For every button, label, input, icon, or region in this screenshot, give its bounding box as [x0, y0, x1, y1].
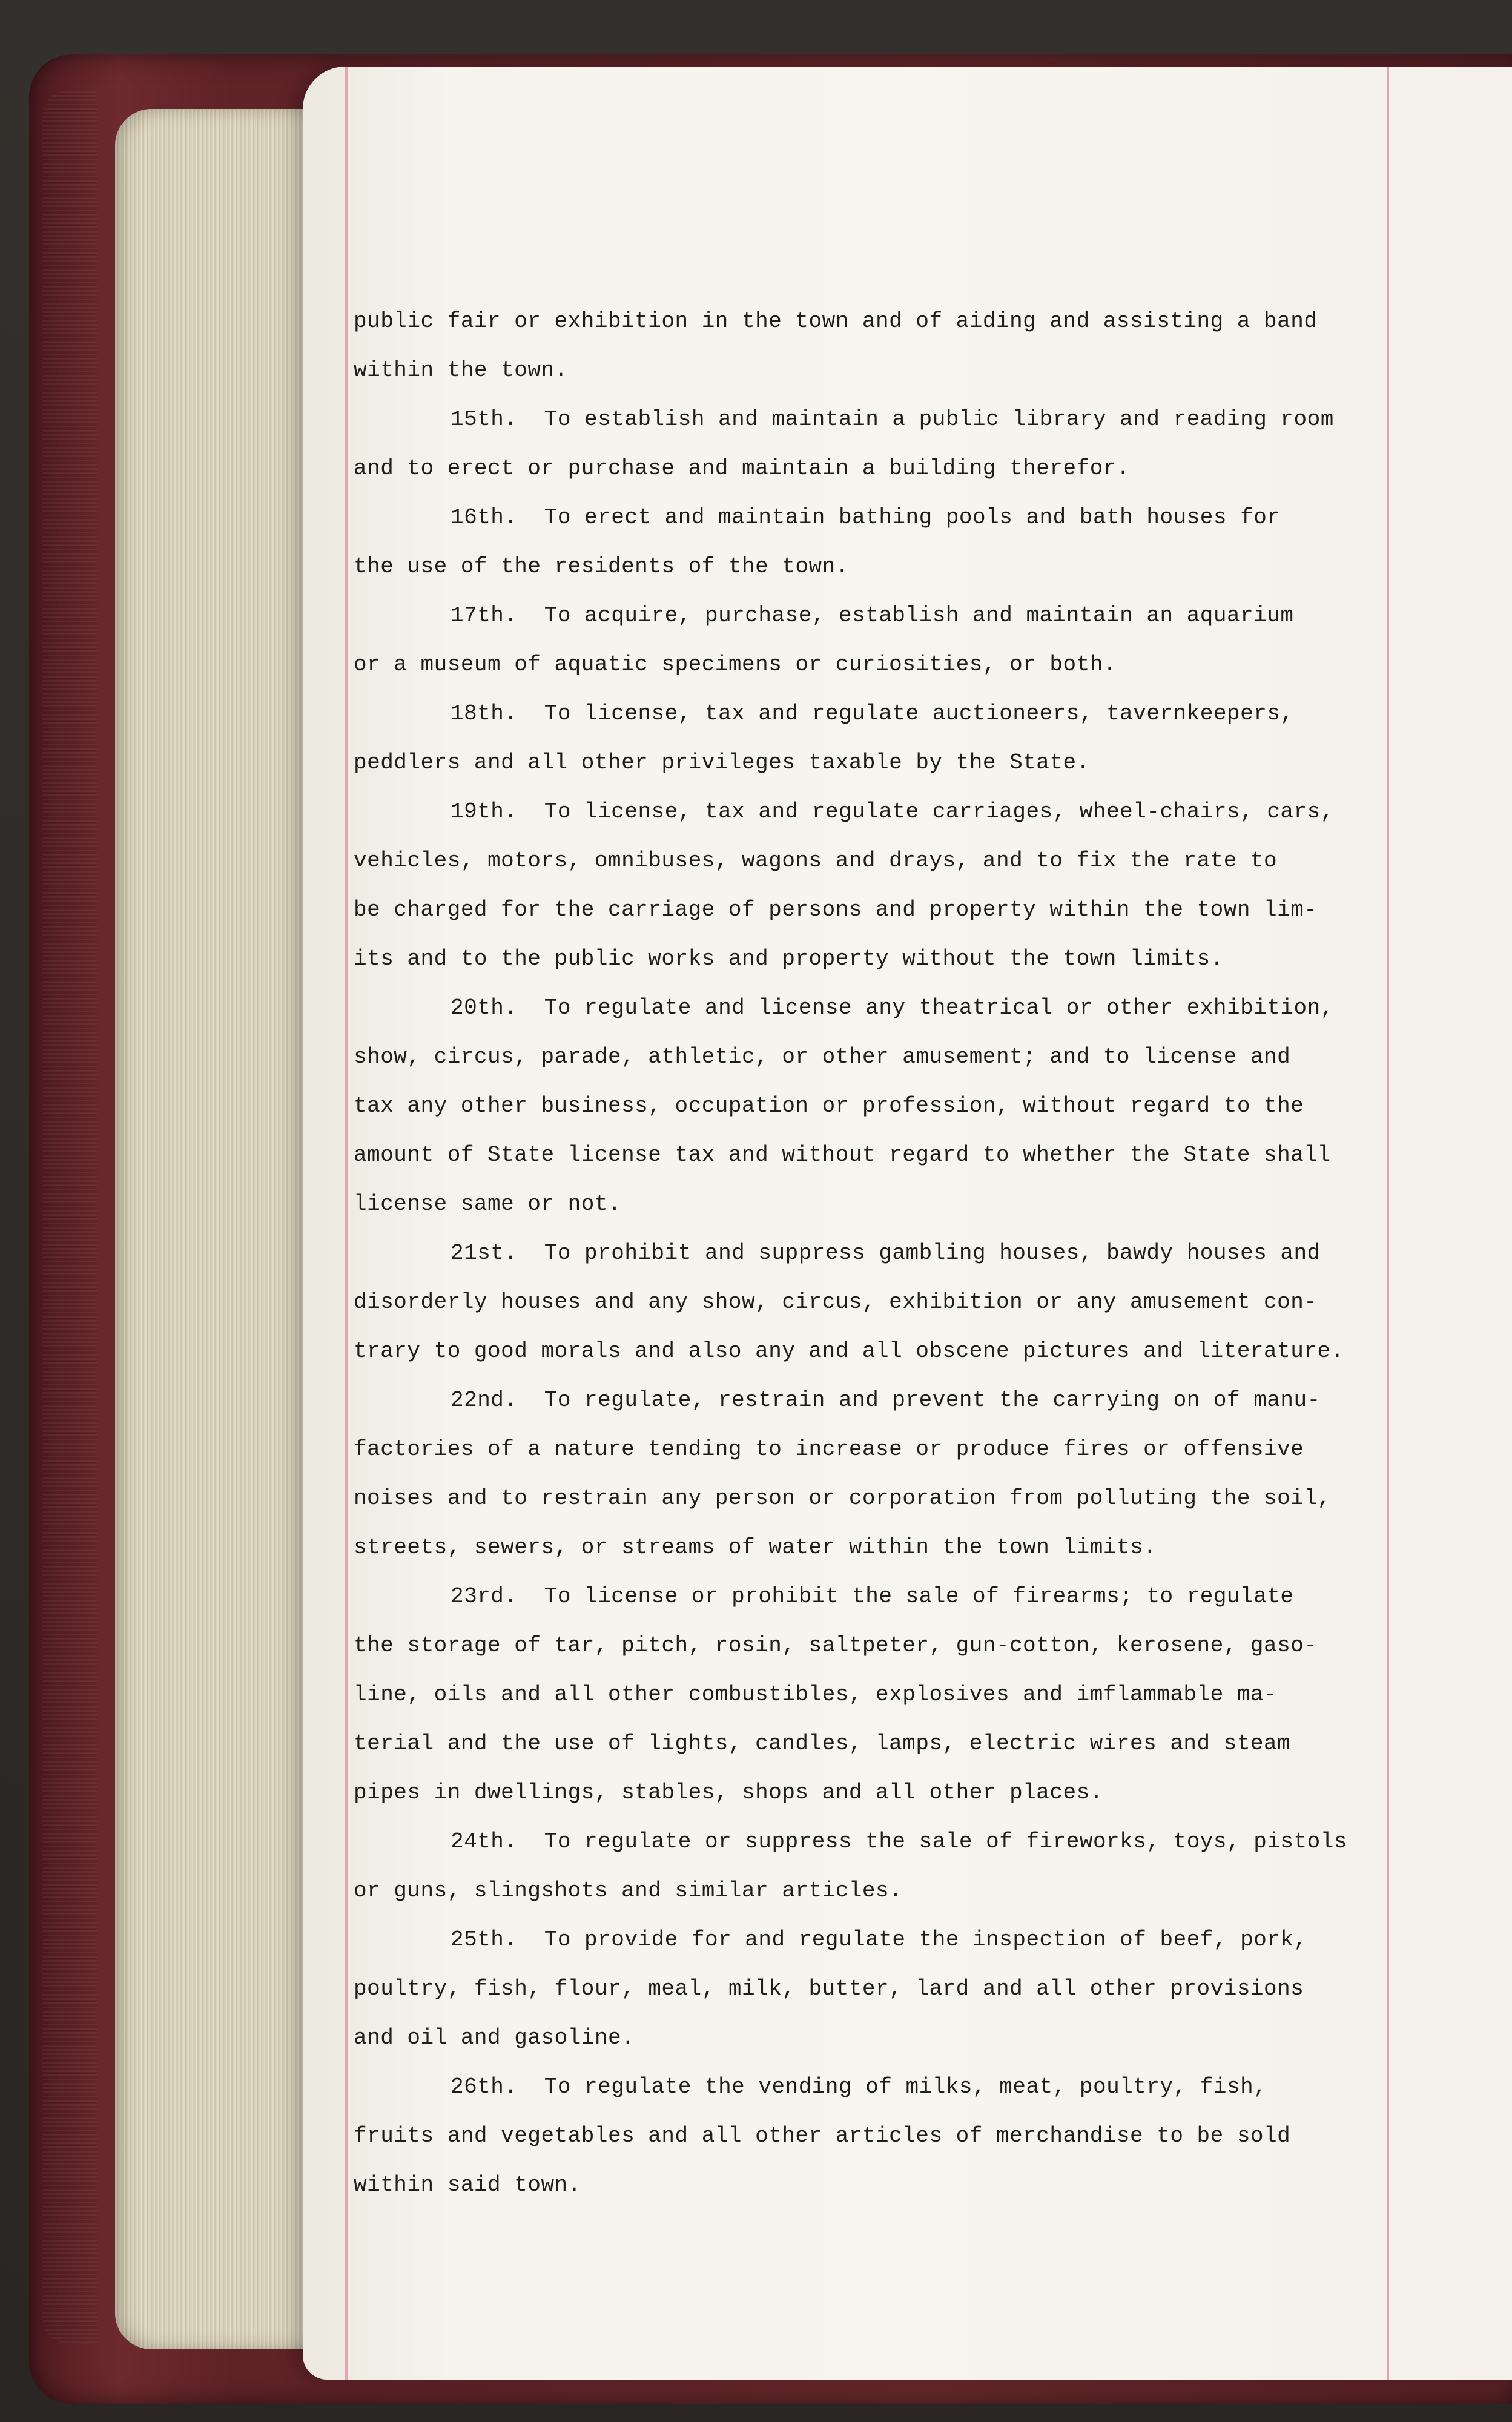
- section-20th: 20th. To regulate and license any theatrical or other exhibition,: [451, 995, 1334, 1020]
- left-margin-rule: [345, 67, 348, 2380]
- cover-spine-texture: [42, 91, 97, 2343]
- text-line: tax any other business, occupation or profession, without regard to the: [354, 1094, 1304, 1118]
- section-16th: 16th. To erect and maintain bathing pools and bath houses for: [451, 505, 1281, 530]
- text-line: public fair or exhibition in the town and of aiding and assisting a band: [354, 309, 1318, 334]
- section-15th: 15th. To establish and maintain a public library and reading room: [451, 407, 1334, 432]
- section-22nd: 22nd. To regulate, restrain and prevent the carrying on of manu-: [451, 1388, 1321, 1413]
- text-line: trary to good morals and also any and all obscene pictures and literature.: [354, 1339, 1344, 1364]
- text-line: peddlers and all other privileges taxable by the State.: [354, 750, 1090, 775]
- typed-ordinance-text: [354, 297, 1486, 2209]
- text-line: line, oils and all other combustibles, explosives and imflammable ma-: [354, 1682, 1278, 1707]
- text-line: within said town.: [354, 2173, 581, 2197]
- text-line: amount of State license tax and without regard to whether the State shall: [354, 1143, 1331, 1167]
- section-19th: 19th. To license, tax and regulate carriages, wheel-chairs, cars,: [451, 799, 1334, 824]
- text-line: or a museum of aquatic specimens or curiosities, or both.: [354, 652, 1117, 677]
- text-line: pipes in dwellings, stables, shops and all other places.: [354, 1780, 1103, 1805]
- text-line: disorderly houses and any show, circus, exhibition or any amusement con-: [354, 1290, 1318, 1315]
- text-line: poultry, fish, flour, meal, milk, butter, lard and all other provisions: [354, 1976, 1304, 2001]
- section-21st: 21st. To prohibit and suppress gambling houses, bawdy houses and: [451, 1241, 1321, 1265]
- section-24th: 24th. To regulate or suppress the sale of fireworks, toys, pistols: [451, 1829, 1347, 1854]
- text-line: fruits and vegetables and all other articles of merchandise to be sold: [354, 2123, 1291, 2148]
- section-23rd: 23rd. To license or prohibit the sale of firearms; to regulate: [451, 1584, 1294, 1609]
- text-line: streets, sewers, or streams of water within the town limits.: [354, 1535, 1157, 1560]
- text-line: the use of the residents of the town.: [354, 554, 849, 579]
- text-line: terial and the use of lights, candles, lamps, electric wires and steam: [354, 1731, 1291, 1756]
- text-line: be charged for the carriage of persons and property within the town lim-: [354, 897, 1318, 922]
- text-line: vehicles, motors, omnibuses, wagons and drays, and to fix the rate to: [354, 848, 1278, 873]
- text-line: the storage of tar, pitch, rosin, saltpeter, gun-cotton, kerosene, gaso-: [354, 1633, 1318, 1658]
- text-line: factories of a nature tending to increase or produce fires or offensive: [354, 1437, 1304, 1462]
- ledger-page: [303, 67, 1512, 2380]
- text-line: and oil and gasoline.: [354, 2025, 635, 2050]
- text-line: its and to the public works and property without the town limits.: [354, 946, 1224, 971]
- text-line: show, circus, parade, athletic, or other amusement; and to license and: [354, 1044, 1291, 1069]
- text-line: license same or not.: [354, 1192, 622, 1216]
- text-line: noises and to restrain any person or corporation from polluting the soil,: [354, 1486, 1331, 1511]
- text-line: within the town.: [354, 358, 568, 383]
- section-18th: 18th. To license, tax and regulate auctioneers, tavernkeepers,: [451, 701, 1294, 726]
- section-26th: 26th. To regulate the vending of milks, meat, poultry, fish,: [451, 2074, 1267, 2099]
- text-line: and to erect or purchase and maintain a building therefor.: [354, 456, 1131, 481]
- page-edges: [115, 109, 333, 2349]
- section-17th: 17th. To acquire, purchase, establish and maintain an aquarium: [451, 603, 1294, 628]
- section-25th: 25th. To provide for and regulate the inspection of beef, pork,: [451, 1927, 1307, 1952]
- text-line: or guns, slingshots and similar articles.: [354, 1878, 903, 1903]
